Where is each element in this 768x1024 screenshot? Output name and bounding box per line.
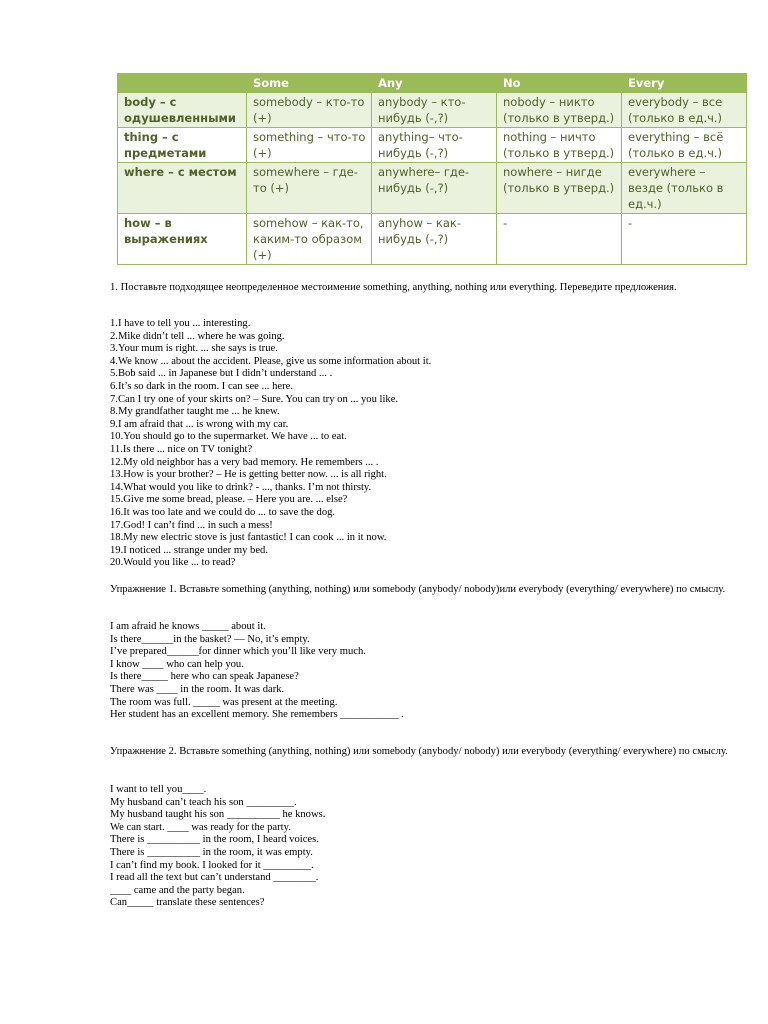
list-item: I can’t find my book. I looked for it _________. — [110, 859, 314, 871]
list-item: 12.My old neighbor has a very bad memory. He remembers ... . — [110, 456, 379, 468]
list-item: We can start. ____ was ready for the party. — [110, 821, 291, 833]
list-item: 18.My new electric stove is just fantastic! I can cook ... in it now. — [110, 532, 387, 544]
list-item: My husband taught his son __________ he knows. — [110, 809, 326, 821]
list-item: 17.God! I can’t find ... in such a mess! — [110, 519, 273, 531]
table-header-row — [118, 74, 747, 93]
list-item: 20.Would you like ... to read? — [110, 557, 236, 569]
list-item: Is there_____ here who can speak Japanese? — [110, 671, 299, 683]
list-item: 3.Your mum is right. ... she says is true. — [110, 343, 278, 355]
row-head: thing – с предметами — [118, 128, 247, 163]
list-item: I’ve prepared______for dinner which you’ll like very much. — [110, 646, 366, 658]
list-item: ____ came and the party began. — [110, 884, 245, 896]
cell-any: anybody – кто-нибудь (-,?) — [372, 93, 497, 128]
list-item: 2.Mike didn’t tell ... where he was going. — [110, 330, 285, 342]
list-item: 13.How is your brother? – He is getting better now. ... is all right. — [110, 469, 387, 481]
list-item: Her student has an excellent memory. She remembers ___________ . — [110, 709, 404, 721]
cell-any: anyhow – как-нибудь (-,?) — [372, 214, 497, 265]
cell-every: everybody – все (только в ед.ч.) — [622, 93, 747, 128]
list-item: 8.My grandfather taught me ... he knew. — [110, 406, 280, 418]
header-some: Some — [247, 74, 372, 93]
list-item: 6.It’s so dark in the room. I can see ... here. — [110, 380, 293, 392]
header-empty — [118, 74, 247, 93]
cell-some: something – что-то (+) — [247, 128, 372, 163]
cell-any: anywhere– где-нибудь (-,?) — [372, 163, 497, 214]
list-item: 10.You should go to the supermarket. We have ... to eat. — [110, 431, 347, 443]
list-item: 4.We know ... about the accident. Please, give us some information about it. — [110, 355, 432, 367]
exercise-2-list — [110, 621, 740, 722]
list-item: Is there______in the basket? — No, it’s empty. — [110, 633, 310, 645]
cell-some: somewhere – где-то (+) — [247, 163, 372, 214]
list-item: I read all the text but can’t understand ________. — [110, 872, 319, 884]
table-row-thing — [118, 128, 747, 163]
cell-every: - — [622, 214, 747, 265]
cell-every: everything – всё (только в ед.ч.) — [622, 128, 747, 163]
table-row-how — [118, 214, 747, 265]
cell-no: nobody – никто (только в утверд.) — [497, 93, 622, 128]
header-every: Every — [622, 74, 747, 93]
list-item: 1.I have to tell you ... interesting. — [110, 318, 251, 329]
list-item: 15.Give me some bread, please. – Here you are. ... else? — [110, 494, 348, 506]
exercise-3-list — [110, 784, 740, 910]
cell-no: nothing – ничто (только в утверд.) — [497, 128, 622, 163]
exercise-1-instruction: 1. Поставьте подходящее неопределенное местоимение something, anything, nothing или everything. Переведите предложения. — [110, 282, 677, 293]
pronoun-table — [117, 73, 747, 265]
row-head: where – с местом — [118, 163, 247, 214]
cell-no: nowhere – нигде (только в утверд.) — [497, 163, 622, 214]
list-item: 9.I am afraid that ... is wrong with my car. — [110, 418, 289, 430]
exercise-1-list — [110, 318, 740, 570]
list-item: Can_____ translate these sentences? — [110, 897, 265, 909]
list-item: 16.It was too late and we could do ... to save the dog. — [110, 506, 336, 518]
cell-every: everywhere – везде (только в ед.ч.) — [622, 163, 747, 214]
list-item: 11.Is there ... nice on TV tonight? — [110, 443, 253, 455]
header-no: No — [497, 74, 622, 93]
exercise-3-instruction: Упражнение 2. Вставьте something (anything, nothing) или somebody (anybody/ nobody) или everybody (everything/ everywhere) по смыслу. — [110, 746, 728, 757]
exercise-2-instruction: Упражнение 1. Вставьте something (anything, nothing) или somebody (anybody/ nobody)или everybody (everything/ everywhere) по смыслу. — [110, 584, 726, 595]
row-head: how – в выражениях — [118, 214, 247, 265]
list-item: 19.I noticed ... strange under my bed. — [110, 544, 268, 556]
table-row-where — [118, 163, 747, 214]
list-item: There is __________ in the room, it was empty. — [110, 846, 313, 858]
cell-some: somehow – как-то, каким-то образом (+) — [247, 214, 372, 265]
list-item: 14.What would you like to drink? - ..., thanks. I’m not thirsty. — [110, 481, 372, 493]
cell-any: anything– что-нибудь (-,?) — [372, 128, 497, 163]
header-any: Any — [372, 74, 497, 93]
list-item: I know ____ who can help you. — [110, 658, 244, 670]
list-item: My husband can’t teach his son _________. — [110, 796, 297, 808]
row-head: body – с одушевленными — [118, 93, 247, 128]
table-row-body — [118, 93, 747, 128]
list-item: 5.Bob said ... in Japanese but I didn’t understand ... . — [110, 368, 333, 380]
list-item: The room was full. _____ was present at the meeting. — [110, 696, 338, 708]
list-item: There is __________ in the room, I heard voices. — [110, 834, 319, 846]
list-item: I want to tell you____. — [110, 784, 207, 795]
list-item: 7.Can I try one of your skirts on? – Sure. You can try on ... you like. — [110, 393, 399, 405]
list-item: I am afraid he knows _____ about it. — [110, 621, 266, 632]
list-item: There was ____ in the room. It was dark. — [110, 683, 285, 695]
cell-no: - — [497, 214, 622, 265]
cell-some: somebody – кто-то (+) — [247, 93, 372, 128]
